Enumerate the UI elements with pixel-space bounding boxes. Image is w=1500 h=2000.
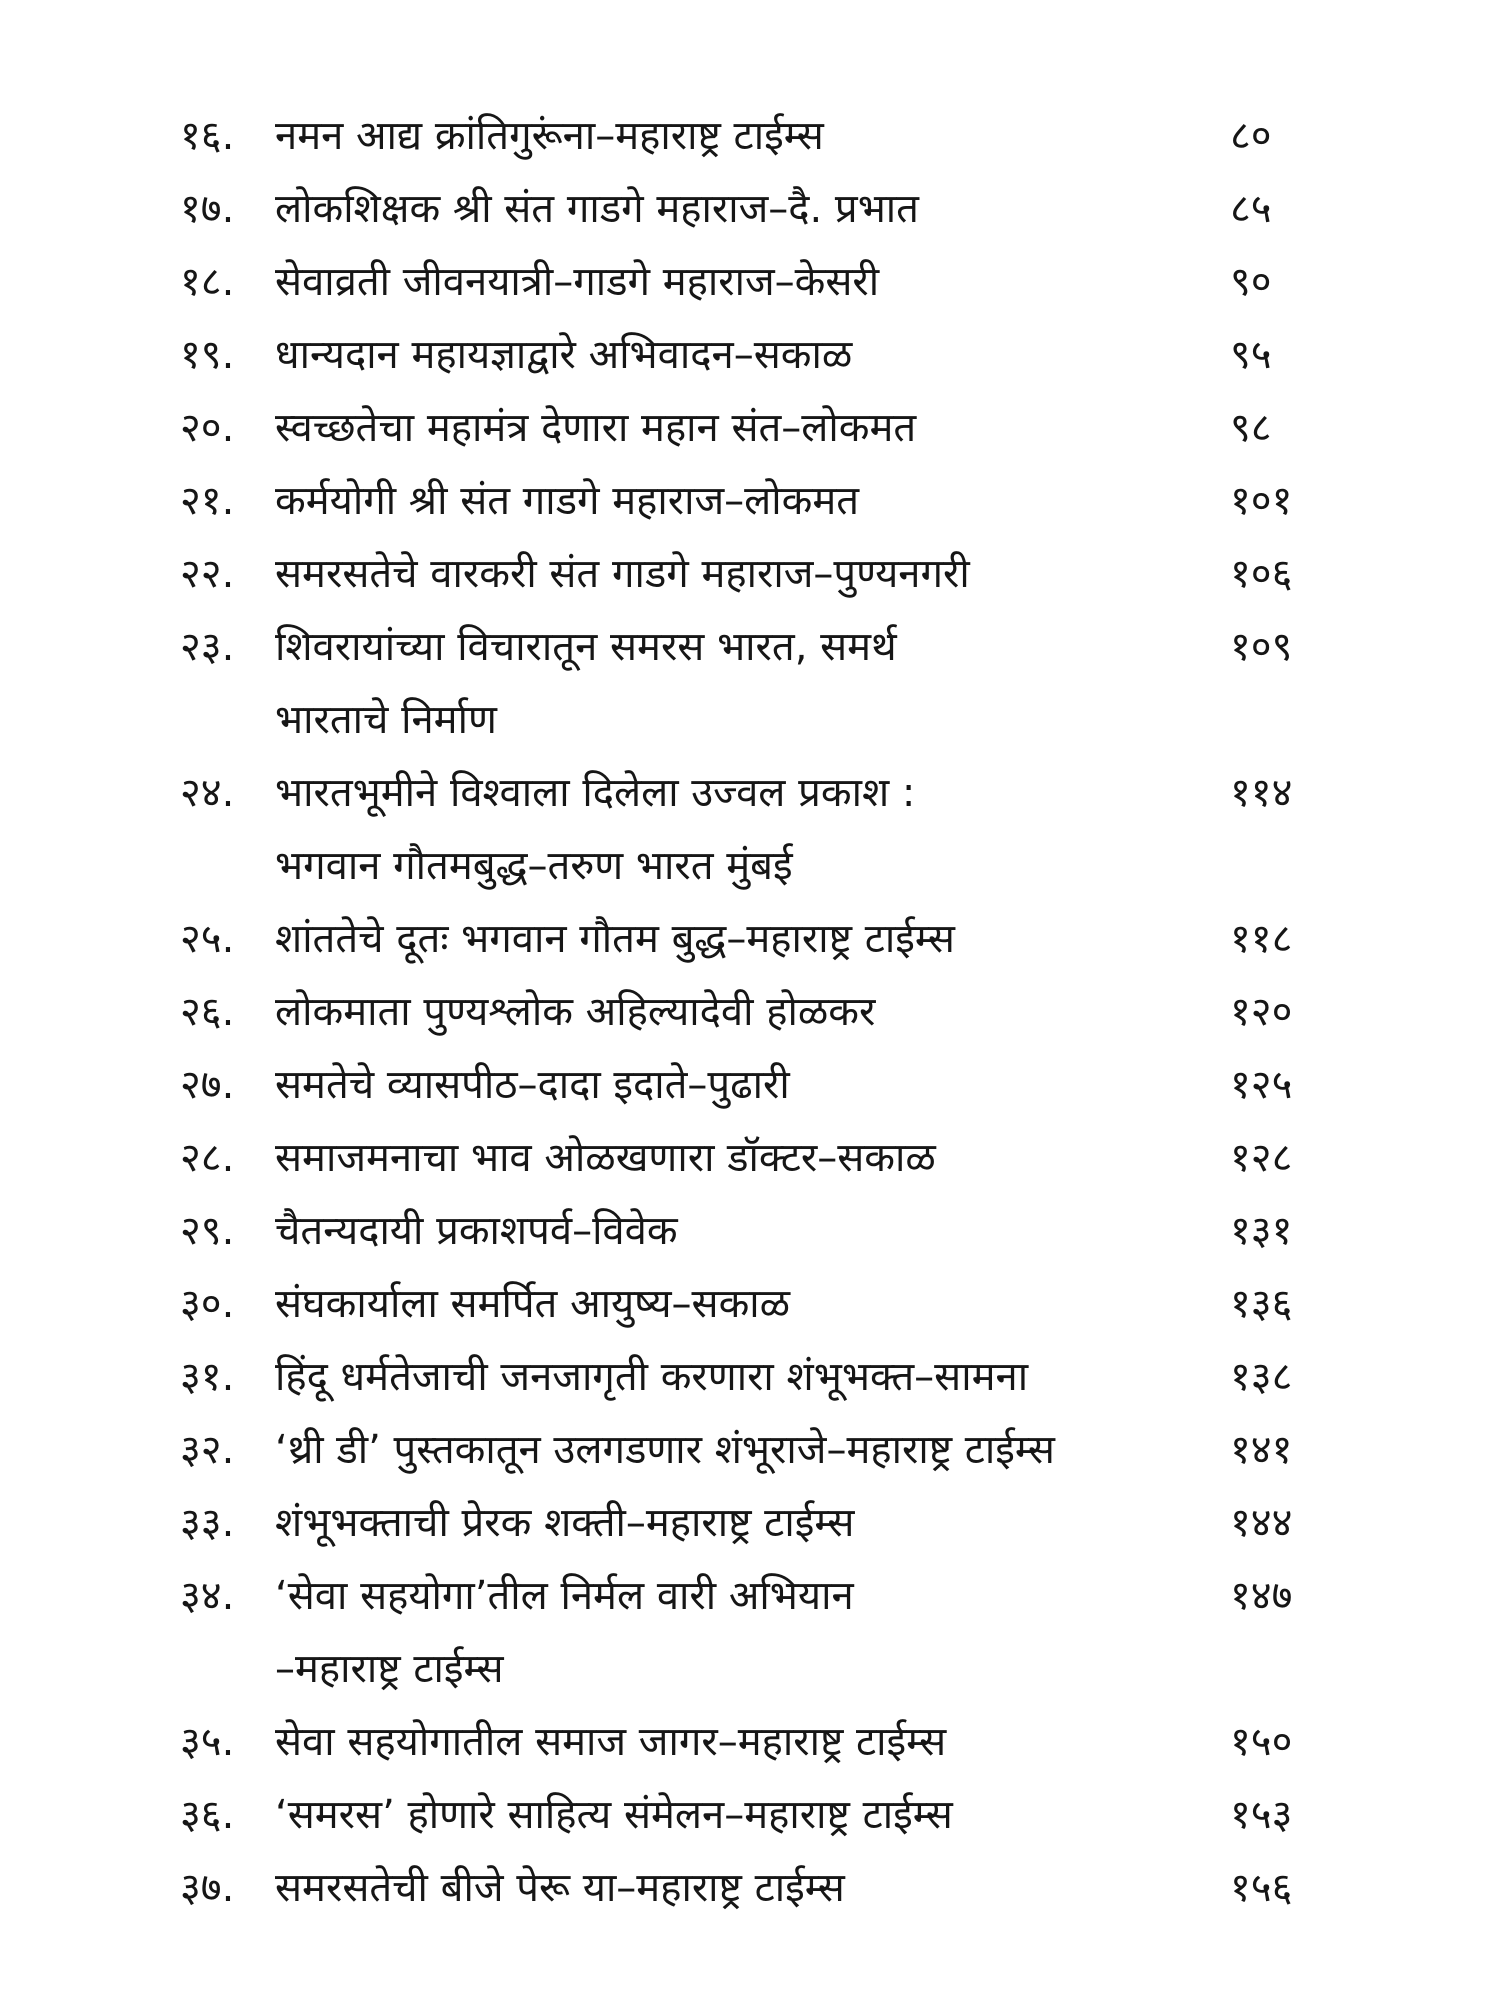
entry-title [275,757,1230,903]
entry-title-line: संघकार्याला समर्पित आयुष्य–सकाळ [275,1281,791,1327]
entry-number: २८. [180,1135,235,1181]
entry-page-number: ११४ [1230,770,1293,816]
entry-title [275,538,1230,611]
entry-title-line: शंभूभक्ताची प्रेरक शक्ती–महाराष्ट्र टाईम्स [275,1500,855,1546]
toc-entry [180,173,1320,246]
toc-entry [180,1195,1320,1268]
toc-entry [180,1268,1320,1341]
entry-page-number: १३६ [1230,1281,1293,1327]
toc-entry [180,392,1320,465]
entry-title [275,1195,1230,1268]
entry-title [275,1341,1230,1414]
entry-title-line: ‘समरस’ होणारे साहित्य संमेलन–महाराष्ट्र टाईम्स [275,1792,953,1838]
entry-title [275,1560,1230,1706]
entry-title [275,1779,1230,1852]
entry-title-line: समाजमनाचा भाव ओळखणारा डॉक्टर–सकाळ [275,1135,936,1181]
entry-page-number: १४४ [1230,1500,1293,1546]
entry-page-number: १४१ [1230,1427,1293,1473]
entry-number: ३१. [180,1354,235,1400]
entry-page-number: १५३ [1230,1792,1293,1838]
entry-number: ३६. [180,1792,235,1838]
entry-title [275,1414,1230,1487]
entry-number: २०. [180,405,235,451]
entry-title-line: समतेचे व्यासपीठ–दादा इदाते–पुढारी [275,1062,790,1108]
entry-title-line: स्वच्छतेचा महामंत्र देणारा महान संत–लोकमत [275,405,917,451]
entry-title [275,611,1230,757]
entry-number: २३. [180,624,235,670]
entry-title-line: भारतभूमीने विश्वाला दिलेला उज्वल प्रकाश : [275,770,916,816]
table-of-contents [180,100,1320,1925]
entry-title-line: भगवान गौतमबुद्ध–तरुण भारत मुंबई [275,843,793,889]
entry-page-number: ८५ [1230,186,1272,232]
entry-number: २१. [180,478,235,524]
entry-title-line: धान्यदान महायज्ञाद्वारे अभिवादन–सकाळ [275,332,853,378]
entry-title [275,1852,1230,1925]
entry-title-line: ‘सेवा सहयोगा’तील निर्मल वारी अभियान [275,1573,854,1619]
entry-title-line: नमन आद्य क्रांतिगुरूंना–महाराष्ट्र टाईम्स [275,113,824,159]
entry-title-line: ‘थ्री डी’ पुस्तकातून उलगडणार शंभूराजे–महाराष्ट्र टाईम्स [275,1427,1055,1473]
entry-number: १६. [180,113,235,159]
entry-page-number: ८० [1230,113,1272,159]
entry-title [275,100,1230,173]
toc-entry [180,246,1320,319]
entry-title-line: समरसतेचे वारकरी संत गाडगे महाराज–पुण्यनगरी [275,551,970,597]
entry-number: २७. [180,1062,235,1108]
entry-title-line: लोकमाता पुण्यश्लोक अहिल्यादेवी होळकर [275,989,876,1035]
entry-title-line: –महाराष्ट्र टाईम्स [275,1646,504,1692]
entry-page-number: १४७ [1230,1573,1293,1619]
entry-page-number: ११८ [1230,916,1293,962]
entry-title-line: लोकशिक्षक श्री संत गाडगे महाराज–दै. प्रभात [275,186,919,232]
toc-entry [180,1706,1320,1779]
entry-page-number: १२० [1230,989,1293,1035]
entry-number: २५. [180,916,235,962]
entry-page-number: १३८ [1230,1354,1293,1400]
toc-entry [180,465,1320,538]
toc-entry [180,1049,1320,1122]
entry-number: १९. [180,332,235,378]
entry-number: १७. [180,186,235,232]
toc-entry [180,319,1320,392]
entry-title [275,246,1230,319]
entry-page-number: १०९ [1230,624,1293,670]
entry-title [275,1706,1230,1779]
entry-number: ३२. [180,1427,235,1473]
entry-title-line: भारताचे निर्माण [275,697,497,743]
toc-entry [180,1341,1320,1414]
toc-entry [180,1560,1320,1706]
entry-number: २९. [180,1208,235,1254]
entry-title-line: सेवाव्रती जीवनयात्री–गाडगे महाराज–केसरी [275,259,880,305]
entry-title [275,465,1230,538]
entry-title [275,319,1230,392]
entry-number: १८. [180,259,235,305]
entry-page-number: १२५ [1230,1062,1293,1108]
toc-entry [180,1487,1320,1560]
entry-title [275,1268,1230,1341]
entry-page-number: ९५ [1230,332,1272,378]
toc-entry [180,1414,1320,1487]
entry-page-number: ९० [1230,259,1272,305]
entry-number: ३०. [180,1281,235,1327]
entry-title [275,1049,1230,1122]
entry-title-line: हिंदू धर्मतेजाची जनजागृती करणारा शंभूभक्त–सामना [275,1354,1029,1400]
entry-title [275,1487,1230,1560]
toc-entry [180,1779,1320,1852]
entry-title [275,392,1230,465]
entry-title-line: कर्मयोगी श्री संत गाडगे महाराज–लोकमत [275,478,860,524]
entry-page-number: ९८ [1230,405,1272,451]
entry-number: २२. [180,551,235,597]
entry-page-number: १०१ [1230,478,1293,524]
entry-page-number: १०६ [1230,551,1293,597]
entry-number: २६. [180,989,235,1035]
entry-number: ३४. [180,1573,235,1619]
toc-entry [180,611,1320,757]
entry-number: ३७. [180,1865,235,1911]
entry-page-number: १५६ [1230,1865,1293,1911]
entry-title [275,173,1230,246]
toc-entry [180,976,1320,1049]
entry-number: ३५. [180,1719,235,1765]
entry-page-number: १३१ [1230,1208,1293,1254]
toc-entry [180,1122,1320,1195]
entry-title [275,1122,1230,1195]
entry-title-line: समरसतेची बीजे पेरू या–महाराष्ट्र टाईम्स [275,1865,845,1911]
entry-number: ३३. [180,1500,235,1546]
entry-title [275,903,1230,976]
entry-number: २४. [180,770,235,816]
entry-title-line: शांततेचे दूतः भगवान गौतम बुद्ध–महाराष्ट्र टाईम्स [275,916,955,962]
entry-title-line: शिवरायांच्या विचारातून समरस भारत, समर्थ [275,624,897,670]
entry-title-line: सेवा सहयोगातील समाज जागर–महाराष्ट्र टाईम्स [275,1719,947,1765]
entry-title [275,976,1230,1049]
toc-entry [180,538,1320,611]
entry-page-number: १२८ [1230,1135,1293,1181]
toc-entry [180,757,1320,903]
entry-title-line: चैतन्यदायी प्रकाशपर्व–विवेक [275,1208,678,1254]
toc-entry [180,100,1320,173]
entry-page-number: १५० [1230,1719,1293,1765]
toc-entry [180,1852,1320,1925]
toc-entry [180,903,1320,976]
